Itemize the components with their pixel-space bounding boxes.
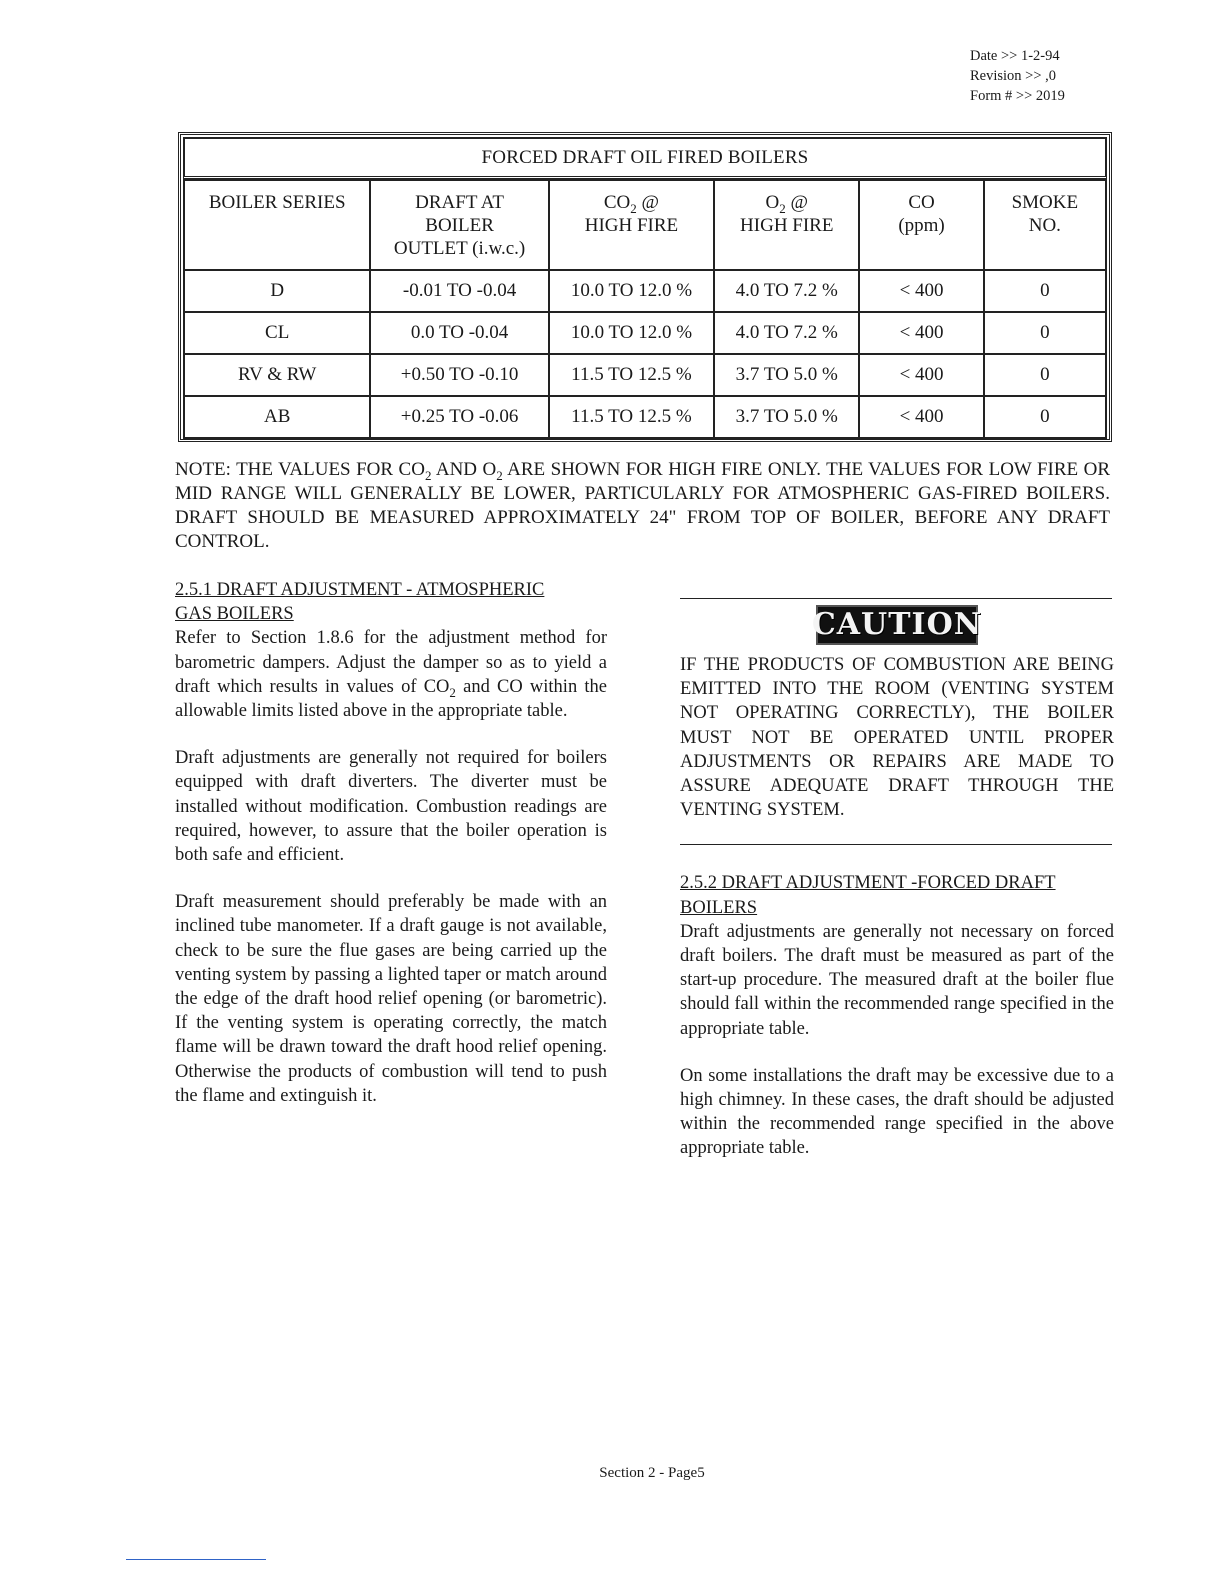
cell-smoke: 0: [984, 354, 1106, 396]
section-2-5-1: [175, 578, 607, 1131]
cell-co2: 11.5 TO 12.5 %: [549, 354, 714, 396]
cell-co: < 400: [859, 312, 983, 354]
cell-co: < 400: [859, 270, 983, 312]
header-o2: $O_2$ @ HIGH FIRE: [714, 180, 859, 270]
cell-draft: -0.01 TO -0.04: [370, 270, 548, 312]
cell-o2: 3.7 TO 5.0 %: [714, 396, 859, 438]
section-2-5-1-paragraph: Draft measurement should preferably be made with an inclined tube manometer. If a draft gauge is not available, check to be sure the flue gases are being carried up the venting system by passing a lighted taper or match around the edge of the draft hood relief opening (or barometric). If the venting system is operating correctly, the match flame will be drawn toward the draft hood relief opening. Otherwise the products of combustion will tend to push the flame and extinguish it.: [175, 892, 607, 1106]
table-note: NOTE: THE VALUES FOR $CO_2$ AND $O_2$ ARE SHOWN FOR HIGH FIRE ONLY. THE VALUES FOR LOW FIRE OR MID RANGE WILL GENERALLY BE LOWER, PARTICULARLY FOR ATMOSPHERIC GAS-FIRED BOILERS. DRAFT SHOULD BE MEASURED APPROXIMATELY 24" FROM TOP OF BOILER, BEFORE ANY DRAFT CONTROL.: [175, 459, 1111, 552]
revision-label: Revision >> ,0: [970, 68, 1057, 84]
cell-co: < 400: [859, 396, 983, 438]
caution-bottom-rule: [680, 844, 1112, 845]
form-number-label: Form # >> 2019: [970, 88, 1065, 104]
table-row: [184, 354, 1106, 396]
section-2-5-2-paragraph: Draft adjustments are generally not necessary on forced draft boilers. The draft must be measured as part of the start-up procedure. The measured draft at the boiler flue should fall within the recommended range specified in the appropriate table.: [680, 921, 1114, 1039]
cell-co2: 10.0 TO 12.0 %: [549, 270, 714, 312]
cell-series: AB: [184, 396, 370, 438]
date-label: Date >> 1-2-94: [970, 48, 1060, 64]
header-co2: $CO_2$ @ HIGH FIRE: [549, 180, 714, 270]
cell-co2: 10.0 TO 12.0 %: [549, 312, 714, 354]
boiler-spec-table: [178, 132, 1112, 442]
cell-smoke: 0: [984, 396, 1106, 438]
right-column: [680, 598, 1114, 1184]
footnote-rule: [126, 1559, 266, 1560]
cell-smoke: 0: [984, 312, 1106, 354]
header-draft: DRAFT AT BOILER OUTLET (i.w.c.): [370, 180, 548, 270]
section-2-5-1-heading: 2.5.1 DRAFT ADJUSTMENT - ATMOSPHERIC GAS BOILERS: [175, 580, 545, 625]
caution-badge: CAUTION: [816, 605, 978, 645]
section-2-5-2-heading: 2.5.2 DRAFT ADJUSTMENT -FORCED DRAFT BOILERS: [680, 873, 1056, 918]
cell-o2: 4.0 TO 7.2 %: [714, 270, 859, 312]
cell-co2: 11.5 TO 12.5 %: [549, 396, 714, 438]
header-co: CO (ppm): [859, 180, 983, 270]
cell-draft: +0.25 TO -0.06: [370, 396, 548, 438]
document-header-meta: [970, 46, 1065, 106]
section-2-5-1-paragraph: Draft adjustments are generally not required for boilers equipped with draft diverters. The diverter must be installed without modification. Combustion readings are required, however, to assure that the boiler operation is both safe and efficient.: [175, 748, 607, 866]
cell-co: < 400: [859, 354, 983, 396]
table-title: FORCED DRAFT OIL FIRED BOILERS: [183, 137, 1107, 179]
cell-draft: +0.50 TO -0.10: [370, 354, 548, 396]
header-boiler-series: BOILER SERIES: [184, 180, 370, 270]
cell-draft: 0.0 TO -0.04: [370, 312, 548, 354]
boiler-data-grid: [183, 179, 1107, 439]
table-row: [184, 312, 1106, 354]
cell-o2: 4.0 TO 7.2 %: [714, 312, 859, 354]
cell-series: CL: [184, 312, 370, 354]
table-row: [184, 270, 1106, 312]
table-row: [184, 396, 1106, 438]
cell-o2: 3.7 TO 5.0 %: [714, 354, 859, 396]
caution-text: IF THE PRODUCTS OF COMBUSTION ARE BEING EMITTED INTO THE ROOM (VENTING SYSTEM NOT OPERATING CORRECTLY), THE BOILER MUST NOT BE OPERATED UNTIL PROPER ADJUSTMENTS OR REPAIRS ARE MADE TO ASSURE ADEQUATE DRAFT THROUGH THE VENTING SYSTEM.: [680, 655, 1114, 821]
caution-top-rule: [680, 598, 1112, 599]
header-smoke: SMOKE NO.: [984, 180, 1106, 270]
section-2-5-2-paragraph: On some installations the draft may be excessive due to a high chimney. In these cases, the draft should be adjusted within the recommended range specified in the above appropriate table.: [680, 1065, 1114, 1159]
cell-series: D: [184, 270, 370, 312]
section-2-5-1-paragraph: Refer to Section 1.8.6 for the adjustment method for barometric dampers. Adjust the damper so as to yield a draft which results in values of $CO_2$ and CO within the allowable limits listed above in the appropriate table.: [175, 628, 607, 722]
cell-series: RV & RW: [184, 354, 370, 396]
page-footer: Section 2 - Page5: [599, 1465, 705, 1481]
table-header-row: [184, 180, 1106, 270]
cell-smoke: 0: [984, 270, 1106, 312]
